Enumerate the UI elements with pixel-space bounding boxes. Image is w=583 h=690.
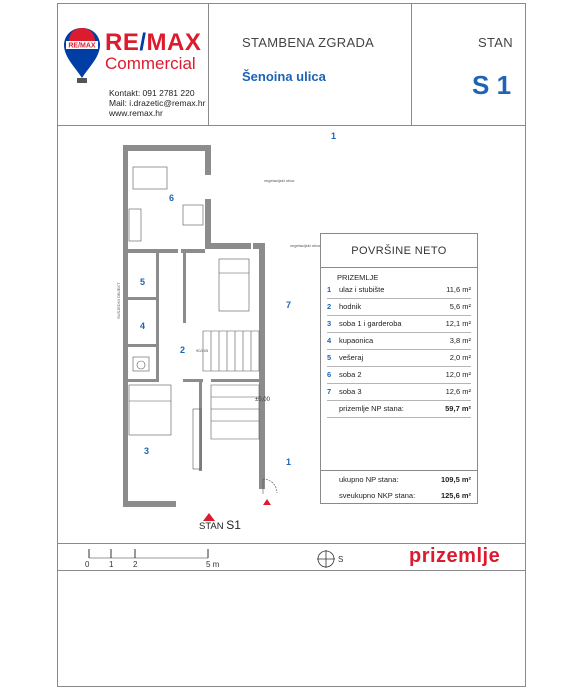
north-arrow-icon <box>316 549 336 569</box>
area-row-num: 2 <box>327 302 332 311</box>
unit-code: S 1 <box>472 70 512 100</box>
brand-max: MAX <box>146 29 202 56</box>
floor-total-value: 59,7 m² <box>445 404 471 413</box>
contact-mail: Mail: i.drazetic@remax.hr <box>109 98 206 108</box>
entry-marker-icon <box>203 513 215 521</box>
entry-label-code: S1 <box>226 518 241 532</box>
area-row-value: 11,6 m² <box>446 285 471 294</box>
area-row-num: 7 <box>327 387 332 396</box>
room-1-number: 1 <box>286 457 292 467</box>
scale-tick-2: 2 <box>133 560 138 569</box>
level-title: prizemlje <box>409 545 501 567</box>
scale-tick-0: 0 <box>85 560 90 569</box>
area-row-name: soba 1 i garderoba <box>339 319 402 328</box>
scale-tick-5m: 5 m <box>206 560 220 569</box>
room-1-number: 1 <box>331 131 337 141</box>
room-6-number: 6 <box>169 193 175 203</box>
floor-total-label: prizemlje NP stana: <box>339 404 404 413</box>
area-row-num: 1 <box>327 285 332 294</box>
scale-tick-1: 1 <box>109 560 114 569</box>
floor-plan-drawing <box>103 131 337 539</box>
plan-sheet <box>57 3 526 687</box>
area-row <box>327 332 471 350</box>
room-2-number: 2 <box>180 345 186 355</box>
area-row-num: 6 <box>327 370 332 379</box>
building-type: STAMBENA ZGRADA <box>242 35 375 50</box>
header-col-divider-2 <box>411 4 412 125</box>
area-row <box>327 298 471 316</box>
room-4-number: 4 <box>140 321 146 331</box>
total-np-value: 109,5 m² <box>440 475 471 484</box>
area-row-num: 4 <box>327 336 332 345</box>
area-row-value: 12,0 m² <box>445 370 471 379</box>
brand-re: RE <box>105 29 140 56</box>
area-row-name: ulaz i stubište <box>339 285 385 294</box>
area-row-value: 2,0 m² <box>449 353 471 362</box>
entry-arrow-icon <box>263 499 271 505</box>
area-row-name: kupaonica <box>339 336 374 345</box>
area-row <box>327 349 471 367</box>
area-row <box>327 366 471 384</box>
areas-floor-label: PRIZEMLJE <box>337 273 379 282</box>
area-row-value: 5,6 m² <box>449 302 471 311</box>
room-5-number: 5 <box>140 277 146 287</box>
plan-furniture <box>129 167 277 494</box>
unit-label: STAN <box>478 35 513 50</box>
neighbour-wall-label: SUSJEDNI OBJEKT <box>116 282 121 319</box>
area-row-num: 5 <box>327 353 332 362</box>
north-label: S <box>338 555 344 564</box>
contact-block <box>109 88 205 118</box>
window-note-1: vegetacijski otvor <box>264 178 295 183</box>
scale-top-line <box>58 543 525 544</box>
street-name: Šenoina ulica <box>242 69 326 84</box>
brand-slash: / <box>139 29 147 56</box>
header-divider <box>58 125 525 126</box>
contact-web: www.remax.hr <box>109 108 163 118</box>
net-area-table <box>320 233 478 504</box>
entry-label-stan: STAN <box>199 521 224 532</box>
area-row-num: 3 <box>327 319 332 328</box>
area-row-name: vešeraj <box>339 353 364 362</box>
room-7-number: 7 <box>286 300 292 310</box>
remax-balloon-icon <box>62 26 102 84</box>
area-row <box>327 383 471 401</box>
area-row-value: 3,8 m² <box>449 336 471 345</box>
room-3-number: 3 <box>144 446 150 456</box>
balloon-badge-text: RE/MAX <box>68 42 96 50</box>
area-row-value: 12,1 m² <box>445 319 471 328</box>
total-nkp-value: 125,6 m² <box>440 491 471 500</box>
level-mark: ±0,00 <box>255 397 270 403</box>
area-row <box>327 315 471 333</box>
floor-total-row <box>327 400 471 418</box>
header-col-divider-1 <box>208 4 209 125</box>
area-row <box>327 281 471 299</box>
area-row-name: hodnik <box>339 302 362 311</box>
door-tag: 90/205 <box>196 348 209 353</box>
total-nkp-label: sveukupno NKP stana: <box>339 491 416 500</box>
contact-phone: Kontakt: 091 2781 220 <box>109 88 195 98</box>
area-row-value: 12,6 m² <box>445 387 471 396</box>
scale-bottom-line <box>58 570 525 571</box>
areas-title: POVRŠINE NETO <box>351 245 447 257</box>
brand-name <box>105 31 201 55</box>
areas-title-divider <box>321 267 477 268</box>
brand-subtitle: Commercial <box>105 54 196 73</box>
total-nkp-row <box>327 487 471 504</box>
total-np-label: ukupno NP stana: <box>339 475 399 484</box>
area-row-name: soba 2 <box>339 370 362 379</box>
window-note-2: vegetacijski otvor <box>290 243 321 248</box>
total-np-row <box>327 471 471 488</box>
area-row-name: soba 3 <box>339 387 362 396</box>
